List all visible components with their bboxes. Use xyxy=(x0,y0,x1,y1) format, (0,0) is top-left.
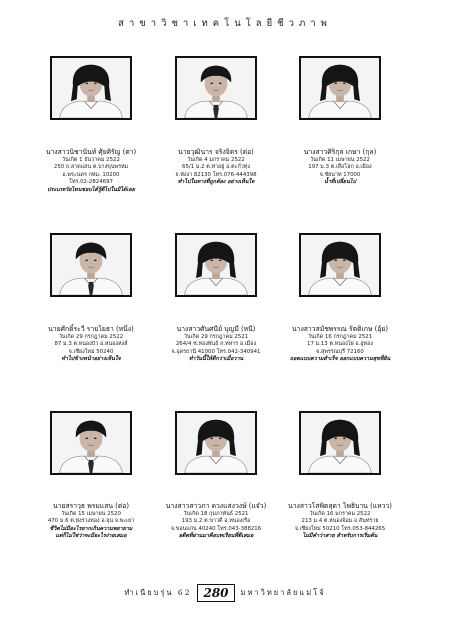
student-phone: โทร.02-2824697 xyxy=(69,179,113,186)
student-photo xyxy=(175,56,257,120)
student-quote: ทำไปในทางที่ถูกต้อง อย่างเห็นใจ xyxy=(177,179,255,186)
student-birthday: วันเกิด 16 มกราคม 2522 xyxy=(309,511,371,517)
student-photo xyxy=(175,233,257,297)
student-name: นางสาวสาวภา ดวงแสงวงษ์ (แจ๋ว) xyxy=(165,502,267,510)
student-info xyxy=(271,502,409,541)
student-info xyxy=(271,148,409,187)
student-name: นางสาวโสพิตสุดา โพธิบาน (แหวว) xyxy=(288,502,392,510)
student-address-line2: จ.ชัยนาท 17000 xyxy=(319,171,361,178)
student-quote: ทำวันนี้ให้ดีกว่าเมื่อวาน xyxy=(188,356,244,363)
student-address-line2: จ.สุพรรณบุรี 72160 xyxy=(316,348,364,355)
student-photo xyxy=(50,411,132,475)
student-name: นายศักดิ์ระวี รายโยธา (หนึ่ง) xyxy=(48,325,134,333)
student-photo xyxy=(299,56,381,120)
student-photo xyxy=(50,233,132,297)
student-birthday: วันเกิด 29 กรกฎาคม 2521 xyxy=(183,334,249,340)
student-address-line2: จ.อุดรธานี 41000 โทร.042-340941 xyxy=(171,348,261,355)
student-info xyxy=(271,325,409,364)
student-quote: ประเภทวัยไหนชอบได้รู้ดีไปในมิได้เลย xyxy=(47,186,135,193)
student-quote: อดีตที่ผ่านมาคือบทเรียนที่ดีเสมอ xyxy=(178,533,254,540)
student-address: 197 ม.3 ต.เสือโฮก อ.เมือง xyxy=(308,164,372,171)
student-name: นางสาวสมัชพรรณ รัตติเกษ (อุ้ย) xyxy=(292,325,388,333)
student-quote: ทำไปข้างหน้าอย่างเห็นใจ xyxy=(61,356,121,363)
student-address: 87 ม.3 ต.หนองบัว อ.หนองหงส์ xyxy=(54,341,128,348)
student-address: 264/4 ซ.ทองพันธ์ ถ.ทหาร อ.เมือง xyxy=(175,341,257,348)
student-quote-line2: แต่ก็ไม่ใช่ว่าจะมีอะไรง่ายเสมอ xyxy=(55,533,127,540)
student-info xyxy=(147,325,285,364)
student-info xyxy=(147,148,285,187)
page-number: 280 xyxy=(197,584,234,602)
student-name: นางสาวศิริกุล เกษา (กุล) xyxy=(303,148,377,156)
student-info xyxy=(22,148,160,194)
student-address-line2: จ.ขอนแก่น 40240 โทร.043-388216 xyxy=(170,525,262,532)
student-name: นายสราวุธ พรมแสน (ต่อ) xyxy=(53,502,129,510)
student-quote: ถอดแบบความสำเร็จ ออกแบบความสุขที่ฝัน xyxy=(289,356,391,363)
student-birthday: วันเกิด 1 ธันวาคม 2522 xyxy=(62,157,120,163)
student-address: 213 ม.4 ต.หนองจ้อม อ.สันทราย xyxy=(301,518,379,525)
student-birthday: วันเกิด 29 กรกฎาคม 2522 xyxy=(58,334,124,340)
page-footer xyxy=(0,582,450,604)
student-quote: น้ำที่เปลี่ยนไป xyxy=(324,179,356,186)
student-photo xyxy=(299,233,381,297)
student-info xyxy=(22,325,160,364)
student-address-line2: จ.เชียงใหม่ 50210 โทร.053-844265 xyxy=(294,525,386,532)
student-name: นางสาวศันศนีย์ บุญมี (หนี) xyxy=(176,325,256,333)
student-birthday: วันเกิด 18 กุมภาพันธ์ 2521 xyxy=(183,511,249,517)
student-birthday: วันเกิด 11 เมษายน 2522 xyxy=(310,157,370,163)
student-photo xyxy=(299,411,381,475)
student-info xyxy=(147,502,285,541)
student-birthday: วันเกิด 4 มกราคม 2522 xyxy=(187,157,245,163)
student-address: 65/1 ม.2 ต.ท่าอยู่ อ.ตะกั่วทุ่ง xyxy=(182,164,250,171)
student-name: นายวุฒินาร จริงจิตร (ต่อ) xyxy=(178,148,254,156)
student-photo xyxy=(175,411,257,475)
student-quote: ไม่มีคำว่าสาย สำหรับการเริ่มต้น xyxy=(302,533,378,540)
student-photo xyxy=(50,56,132,120)
student-name: นางสาวนิชานันท์ ศุ้ยศิรัญ (ตา) xyxy=(45,148,137,156)
student-address-line2: จ.พังงา 82130 โทร.076-444398 xyxy=(175,171,257,178)
student-address: 470 ม.6 ต.ทุ่งรวงทอง อ.จุน จ.พะเยา xyxy=(47,518,135,525)
student-address-line2: อ.พระนคร กทม. 10200 xyxy=(62,171,120,178)
student-quote: ชีวิตไม่มีอะไรยากเกินความพยายาม xyxy=(49,525,133,532)
student-birthday: วันเกิด 16 กรกฎาคม 2521 xyxy=(307,334,373,340)
student-address-line2: จ.เชียงใหม่ 50240 xyxy=(68,348,114,355)
student-address: 193 ม.2 ต.ขาวดี อ.หนองเรือ xyxy=(181,518,251,525)
yearbook-label: ทำเนียบรุ่น 62 xyxy=(124,588,192,597)
student-address: 250 ถ.ลาดแสน ต.บางขุนพรหม xyxy=(53,164,129,171)
student-address: 17 ม.13 ต.หนองไผ่ อ.อู่ทอง xyxy=(307,341,373,348)
student-birthday: วันเกิด 15 เมษายน 2520 xyxy=(61,511,121,517)
department-title: สาขาวิชาเทคโนโลยีชีวภาพ xyxy=(118,18,332,29)
student-info xyxy=(22,502,160,541)
university-label: มหาวิทยาลัยแม่โจ้ xyxy=(240,588,326,597)
